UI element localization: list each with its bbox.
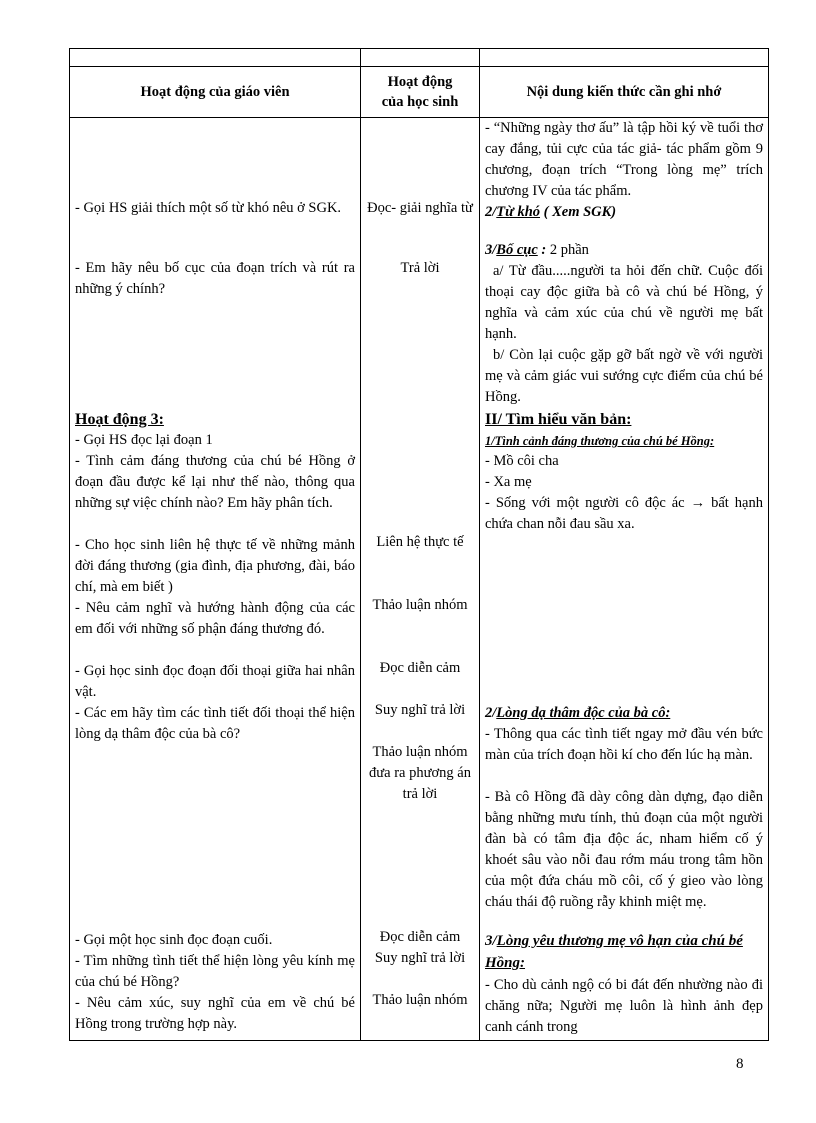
teacher-item: - Các em hãy tìm các tình tiết đối thoại thể hiện lòng dạ thâm độc của bà cô? bbox=[75, 705, 355, 742]
section-vocabulary: 2/Từ khó ( Xem SGK) bbox=[485, 204, 617, 220]
lesson-plan-table bbox=[69, 48, 769, 1041]
section-structure: 3/Bố cục : 2 phần bbox=[485, 242, 589, 258]
subsection-3-item: - Cho dù cảnh ngộ có bi đát đến nhường nào đi chăng nữa; Người mẹ luôn là hình ảnh đẹp canh cánh trong bbox=[485, 977, 763, 1035]
blank-cell bbox=[480, 49, 769, 67]
teacher-item: - Gọi học sinh đọc đoạn đối thoại giữa hai nhân vật. bbox=[75, 663, 355, 700]
header-content: Nội dung kiến thức cần ghi nhớ bbox=[480, 67, 769, 118]
header-teacher: Hoạt động của giáo viên bbox=[70, 67, 361, 118]
structure-part-a: a/ Từ đầu.....người ta hỏi đến chữ. Cuộc đối thoại cay độc giữa bà cô và chú bé Hồng, ý nghĩa và cảm xúc của chú về người mẹ bất hạnh. bbox=[485, 263, 763, 342]
subsection-3-title: 3/Lòng yêu thương mẹ vô hạn của chú bé Hồng: bbox=[485, 933, 743, 971]
student-item: Đọc- giải nghĩa từ bbox=[367, 200, 473, 216]
student-item: Liên hệ thực tế bbox=[376, 534, 464, 550]
structure-part-b: b/ Còn lại cuộc gặp gỡ bất ngờ về với người mẹ và cảm giác vui sướng cực điểm của chú bé Hồng. bbox=[485, 347, 763, 405]
content-intro: - “Những ngày thơ ấu” là tập hồi ký về tuổi thơ cay đắng, tủi cực của tác giả- tác phẩm gồm 9 chương, đoạn trích “Trong lòng mẹ” trích chương IV của tác phẩm. bbox=[485, 120, 763, 199]
teacher-item: - Nêu cảm xúc, suy nghĩ của em về chú bé Hồng trong trường hợp này. bbox=[75, 995, 355, 1032]
subsection-2-title: 2/Lòng dạ thâm độc của bà cô: bbox=[485, 705, 671, 721]
student-item: Suy nghĩ trả lời bbox=[374, 702, 466, 718]
teacher-item: - Nêu cảm nghĩ và hướng hành động của các em đối với những số phận đáng thương đó. bbox=[75, 600, 355, 637]
teacher-item: - Tình cảm đáng thương của chú bé Hồng ở đoạn đầu được kể lại như thế nào, thông qua những sự việc chính nào? Em hãy phân tích. bbox=[75, 453, 355, 511]
student-item: Đọc diễn cảm bbox=[379, 660, 461, 676]
student-column bbox=[361, 118, 480, 1041]
header-row bbox=[70, 67, 769, 118]
subsection-2-item: - Thông qua các tình tiết ngay mở đầu vén bức màn của trích đoạn hồi kí cho đến lúc hạ màn. bbox=[485, 726, 763, 763]
subsection-1-title: 1/Tình cảnh đáng thương của chú bé Hồng: bbox=[485, 434, 715, 448]
blank-cell bbox=[361, 49, 480, 67]
header-student: Hoạt động của học sinh bbox=[361, 67, 480, 118]
body-row bbox=[70, 118, 769, 1041]
teacher-item: - Em hãy nêu bố cục của đoạn trích và rút ra những ý chính? bbox=[75, 260, 355, 297]
teacher-item: - Gọi HS đọc lại đoạn 1 bbox=[75, 432, 213, 448]
teacher-item: - Cho học sinh liên hệ thực tế về những mảnh đời đáng thương (gia đình, địa phương, đài, báo chí, mà em biết ) bbox=[75, 537, 355, 595]
teacher-item: - Tìm những tình tiết thể hiện lòng yêu kính mẹ của chú bé Hồng? bbox=[75, 953, 355, 990]
teacher-column bbox=[70, 118, 361, 1041]
subsection-1-item: - Xa mẹ bbox=[485, 474, 532, 490]
subsection-1-item: - Mồ côi cha bbox=[485, 453, 559, 469]
student-item: Đọc diễn cảm bbox=[379, 929, 461, 945]
section-analysis: II/ Tìm hiểu văn bản: bbox=[485, 411, 632, 428]
student-item: Trả lời bbox=[400, 260, 440, 276]
teacher-item: - Gọi HS giải thích một số từ khó nêu ở SGK. bbox=[75, 200, 342, 216]
subsection-1-item: - Sống với một người cô độc ác → bất hạnh chứa chan nỗi đau sầu xa. bbox=[485, 495, 763, 532]
page-number: 8 bbox=[736, 1056, 744, 1072]
teacher-item: - Gọi một học sinh đọc đoạn cuối. bbox=[75, 932, 273, 948]
subsection-2-item: - Bà cô Hồng đã dày công dàn dựng, đạo diễn bằng những mưu tính, thủ đoạn của một người đàn bà có tâm địa độc ác, nham hiểm cố ý khoét sâu vào nỗi đau rớm máu trong tâm hồn của một đứa cháu mồ côi, cố ý gieo vào lòng cháu thái độ ruồng rẫy khinh miệt mẹ. bbox=[485, 789, 763, 910]
activity-heading: Hoạt động 3: bbox=[75, 411, 164, 428]
student-item: Thảo luận nhóm đưa ra phương án trả lời bbox=[369, 744, 471, 802]
content-column bbox=[480, 118, 769, 1041]
blank-cell bbox=[70, 49, 361, 67]
student-item: Thảo luận nhóm bbox=[372, 597, 468, 613]
blank-row bbox=[70, 49, 769, 67]
student-item: Suy nghĩ trả lời bbox=[374, 950, 466, 966]
student-item: Thảo luận nhóm bbox=[372, 992, 468, 1008]
